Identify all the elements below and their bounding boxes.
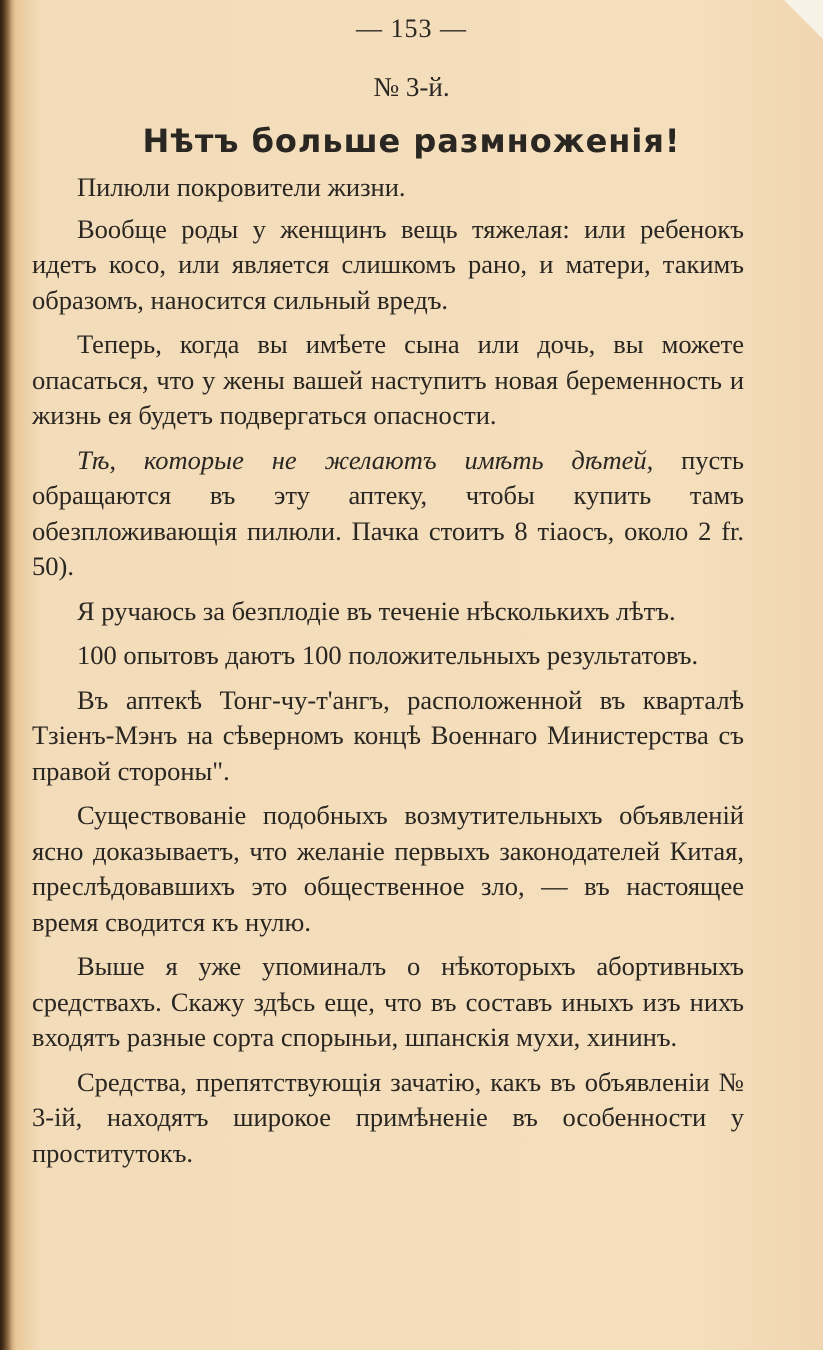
paragraph [32, 443, 744, 585]
section-number: № 3-й. [373, 72, 450, 102]
paragraph-rest: пусть обращаются въ эту аптеку, чтобы купить тамъ обезпложивающія пилюли. Пачка стоитъ 8 тіаосъ, около 2 fr. 50). [32, 444, 744, 581]
paragraph: Вообще роды у женщинъ вещь тяжелая: или ребенокъ идетъ косо, или является слишкомъ рано, и матери, такимъ образомъ, наносится сильный вредъ. [32, 213, 744, 315]
paragraph: Существованіе подобныхъ возмутительныхъ объявленій ясно доказываетъ, что желаніе первыхъ законодателей Китая, преслѣдовавшихъ это общественное зло, — въ настоящее время сводится къ нулю. [32, 800, 744, 937]
page-number: — 153 — [356, 14, 467, 43]
paragraph: Пилюли покровители жизни. [77, 172, 406, 202]
body-text [32, 170, 744, 1180]
section-title: Нѣтъ больше размноженія! [142, 122, 681, 160]
paragraph: Въ аптекѣ Тонг-чу-т'ангъ, расположенной въ кварталѣ Тзіенъ-Мэнъ на сѣверномъ концѣ Военнаго Министерства съ правой стороны". [32, 684, 744, 786]
paragraph: Я ручаюсь за безплодіе въ теченіе нѣсколькихъ лѣтъ. [77, 595, 676, 626]
paragraph: Выше я уже упоминалъ о нѣкоторыхъ абортивныхъ средствахъ. Скажу здѣсь еще, что въ составъ иныхъ изъ нихъ входятъ разные сорта спорыньи, шпанскія мухи, хининъ. [32, 951, 744, 1052]
paragraph: Средства, препятствующія зачатію, какъ въ объявленіи № 3-ій, находятъ широкое примѣненіе въ особенности у проститутокъ. [32, 1066, 744, 1168]
spine-shadow [0, 0, 12, 1350]
italic-phrase: Тѣ, которые не желаютъ имѣть дѣтей, [77, 444, 654, 475]
paragraph: 100 опытовъ даютъ 100 положительныхъ результатовъ. [77, 640, 699, 670]
paragraph: Теперь, когда вы имѣете сына или дочь, вы можете опасаться, что у жены вашей наступитъ новая беременность и жизнь ея будетъ подвергаться опасности. [32, 329, 744, 430]
